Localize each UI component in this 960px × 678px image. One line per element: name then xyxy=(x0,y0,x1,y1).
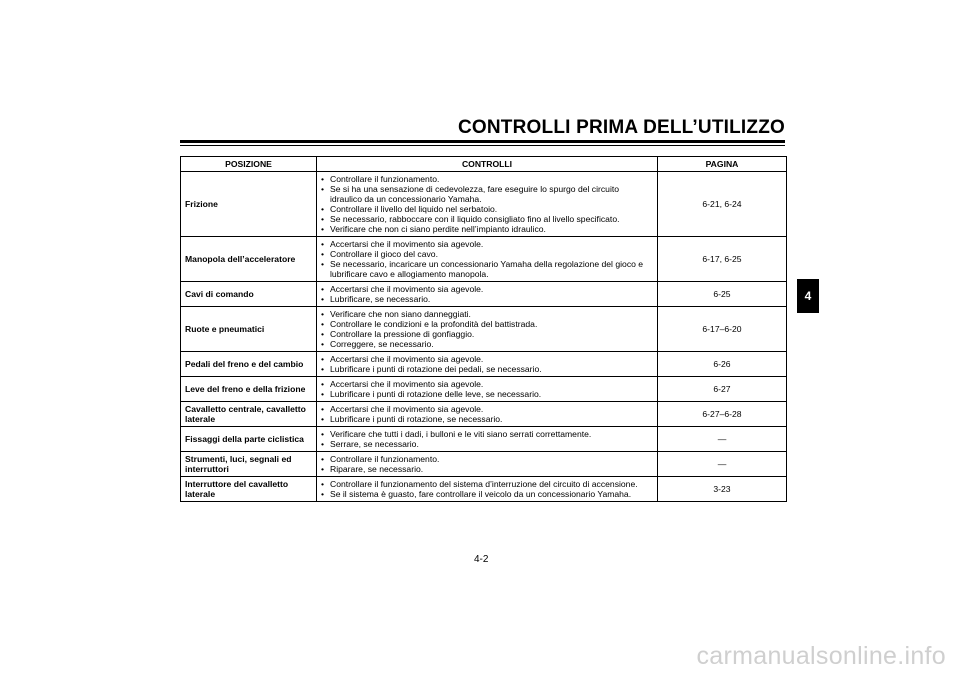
table-row xyxy=(181,282,787,307)
control-item: • Controllare la pressione di gonfiaggio. xyxy=(321,329,653,339)
row-controls xyxy=(317,377,658,402)
control-item: • Verificare che tutti i dadi, i bulloni e le viti siano serrati correttamente. xyxy=(321,429,653,439)
row-position: Ruote e pneumatici xyxy=(181,307,317,352)
control-item: • Correggere, se necessario. xyxy=(321,339,653,349)
control-item: • Controllare il livello del liquido nel serbatoio. xyxy=(321,204,653,214)
control-item: • Se necessario, rabboccare con il liquido consigliato fino al livello specificato. xyxy=(321,214,653,224)
row-position: Fissaggi della parte ciclistica xyxy=(181,427,317,452)
column-header-position: POSIZIONE xyxy=(181,157,317,172)
row-page: 6-17–6-20 xyxy=(658,307,787,352)
row-page: — xyxy=(658,427,787,452)
row-controls xyxy=(317,352,658,377)
controls-list xyxy=(321,479,653,499)
page-number: 4-2 xyxy=(474,554,489,565)
table-row xyxy=(181,307,787,352)
control-item: • Accertarsi che il movimento sia agevole. xyxy=(321,284,653,294)
title-rule-thin xyxy=(180,145,785,146)
row-controls xyxy=(317,282,658,307)
control-item: • Controllare il funzionamento del sistema d’interruzione del circuito di accensione. xyxy=(321,479,653,489)
controls-list xyxy=(321,379,653,399)
control-item: • Se si ha una sensazione di cedevolezza, fare eseguire lo spurgo del circuito idraulico da un concessionario Yamaha. xyxy=(321,184,653,204)
control-item: • Controllare il funzionamento. xyxy=(321,454,653,464)
controls-list xyxy=(321,284,653,304)
controls-list xyxy=(321,354,653,374)
row-position: Strumenti, luci, segnali ed interruttori xyxy=(181,452,317,477)
row-controls xyxy=(317,237,658,282)
row-page: 6-27–6-28 xyxy=(658,402,787,427)
table-header-row xyxy=(181,157,787,172)
controls-list xyxy=(321,429,653,449)
control-item: • Controllare il gioco del cavo. xyxy=(321,249,653,259)
row-page: 6-27 xyxy=(658,377,787,402)
row-position: Manopola dell’acceleratore xyxy=(181,237,317,282)
control-item: • Lubrificare i punti di rotazione, se necessario. xyxy=(321,414,653,424)
control-item: • Accertarsi che il movimento sia agevole. xyxy=(321,354,653,364)
row-controls xyxy=(317,172,658,237)
row-position: Leve del freno e della frizione xyxy=(181,377,317,402)
controls-list xyxy=(321,404,653,424)
table-row xyxy=(181,427,787,452)
control-item: • Accertarsi che il movimento sia agevole. xyxy=(321,239,653,249)
title-rule-thick xyxy=(180,140,785,143)
row-position: Frizione xyxy=(181,172,317,237)
row-controls xyxy=(317,402,658,427)
control-item: • Lubrificare, se necessario. xyxy=(321,294,653,304)
controls-list xyxy=(321,454,653,474)
table-row xyxy=(181,172,787,237)
row-page: 6-25 xyxy=(658,282,787,307)
row-page: 6-26 xyxy=(658,352,787,377)
control-item: • Controllare le condizioni e la profondità del battistrada. xyxy=(321,319,653,329)
column-header-controls: CONTROLLI xyxy=(317,157,658,172)
page-title: CONTROLLI PRIMA DELL’UTILIZZO xyxy=(457,117,785,138)
control-item: • Accertarsi che il movimento sia agevole. xyxy=(321,379,653,389)
row-page: 6-21, 6-24 xyxy=(658,172,787,237)
control-item: • Lubrificare i punti di rotazione delle leve, se necessario. xyxy=(321,389,653,399)
control-item: • Serrare, se necessario. xyxy=(321,439,653,449)
row-position: Interruttore del cavalletto laterale xyxy=(181,477,317,502)
control-item: • Riparare, se necessario. xyxy=(321,464,653,474)
row-position: Pedali del freno e del cambio xyxy=(181,352,317,377)
table-row xyxy=(181,377,787,402)
table-row xyxy=(181,352,787,377)
pre-operation-checklist-table xyxy=(180,156,787,502)
watermark-text: carmanualsonline.info xyxy=(696,642,946,670)
table-row xyxy=(181,452,787,477)
control-item: • Se necessario, incaricare un concessionario Yamaha della regolazione del gioco e lubrificare cavo e allogiamento manopola. xyxy=(321,259,653,279)
control-item: • Verificare che non siano danneggiati. xyxy=(321,309,653,319)
table-row xyxy=(181,402,787,427)
controls-list xyxy=(321,174,653,234)
section-tab: 4 xyxy=(797,279,819,313)
table-row xyxy=(181,237,787,282)
control-item: • Se il sistema è guasto, fare controllare il veicolo da un concessionario Yamaha. xyxy=(321,489,653,499)
control-item: • Lubrificare i punti di rotazione dei pedali, se necessario. xyxy=(321,364,653,374)
controls-list xyxy=(321,309,653,349)
table-row xyxy=(181,477,787,502)
control-item: • Verificare che non ci siano perdite nell’impianto idraulico. xyxy=(321,224,653,234)
column-header-page: PAGINA xyxy=(658,157,787,172)
row-controls xyxy=(317,307,658,352)
control-item: • Accertarsi che il movimento sia agevole. xyxy=(321,404,653,414)
row-position: Cavi di comando xyxy=(181,282,317,307)
controls-list xyxy=(321,239,653,279)
row-controls xyxy=(317,452,658,477)
row-page: 6-17, 6-25 xyxy=(658,237,787,282)
row-page: — xyxy=(658,452,787,477)
row-page: 3-23 xyxy=(658,477,787,502)
control-item: • Controllare il funzionamento. xyxy=(321,174,653,184)
row-controls xyxy=(317,477,658,502)
row-controls xyxy=(317,427,658,452)
row-position: Cavalletto centrale, cavalletto laterale xyxy=(181,402,317,427)
